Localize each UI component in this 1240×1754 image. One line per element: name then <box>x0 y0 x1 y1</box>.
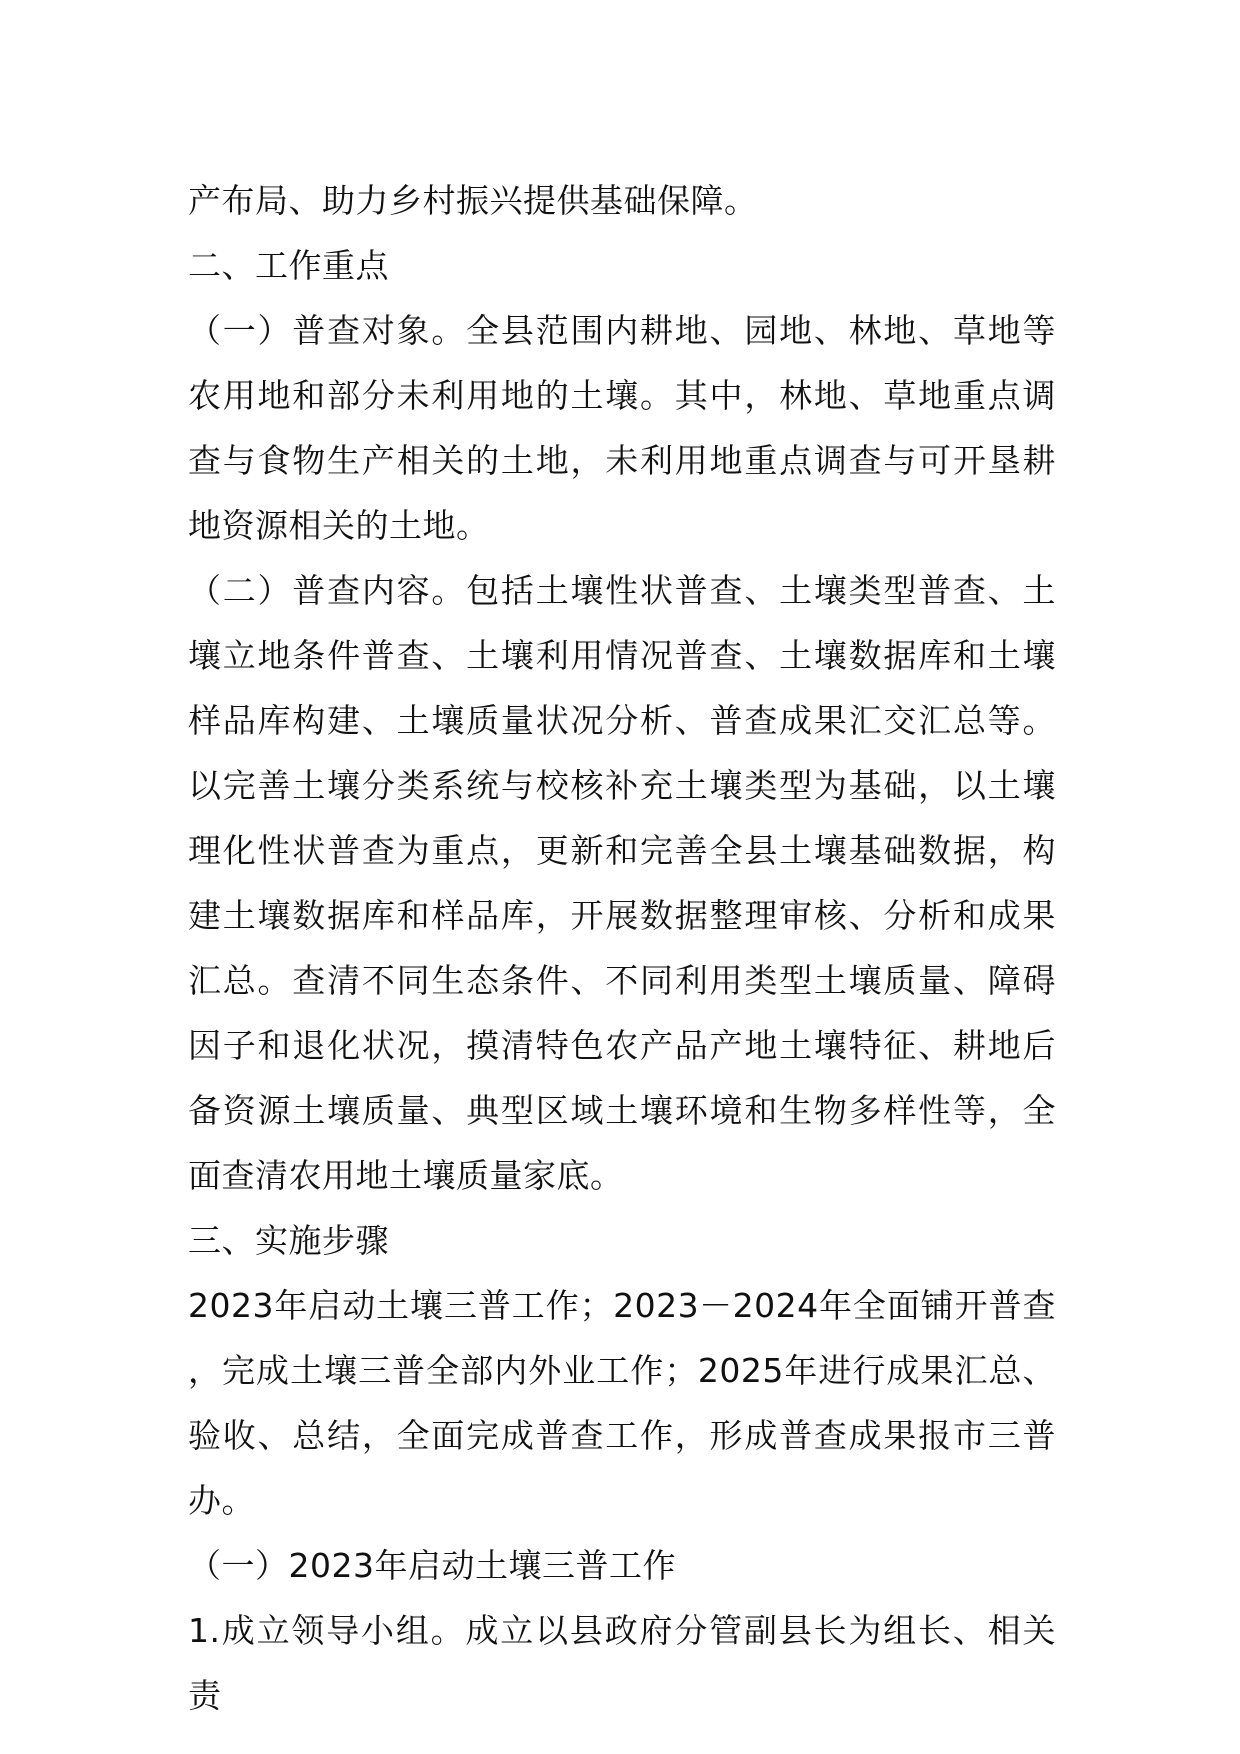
paragraph-timeline: 2023年启动土壤三普工作；2023－2024年全面铺开普查，完成土壤三普全部内外业工作；2025年进行成果汇总、验收、总结，全面完成普查工作，形成普查成果报市三普办。 <box>188 1286 1056 1520</box>
section-heading-work-focus: 二、工作重点 <box>188 246 389 285</box>
subsection-heading-2023-start: （一）2023年启动土壤三普工作 <box>188 1546 676 1585</box>
section-heading-implementation-steps: 三、实施步骤 <box>188 1221 389 1260</box>
document-body <box>188 168 1056 1728</box>
paragraph-survey-content: （二）普查内容。包括土壤性状普查、土壤类型普查、土壤立地条件普查、土壤利用情况普查、土壤数据库和土壤样品库构建、土壤质量状况分析、普查成果汇交汇总等。以完善土壤分类系统与校核补充土壤类型为基础，以土壤理化性状普查为重点，更新和完善全县土壤基础数据，构建土壤数据库和样品库，开展数据整理审核、分析和成果汇总。查清不同生态条件、不同利用类型土壤质量、障碍因子和退化状况，摸清特色农产品产地土壤特征、耕地后备资源土壤质量、典型区域土壤环境和生物多样性等，全面查清农用地土壤质量家底。 <box>188 571 1056 1195</box>
paragraph-survey-object: （一）普查对象。全县范围内耕地、园地、林地、草地等农用地和部分未利用地的土壤。其中，林地、草地重点调查与食物生产相关的土地，未利用地重点调查与可开垦耕地资源相关的土地。 <box>188 311 1056 545</box>
paragraph-leadership-group: 1.成立领导小组。成立以县政府分管副县长为组长、相关责 <box>188 1611 1056 1715</box>
paragraph-continuation: 产布局、助力乡村振兴提供基础保障。 <box>188 181 758 220</box>
